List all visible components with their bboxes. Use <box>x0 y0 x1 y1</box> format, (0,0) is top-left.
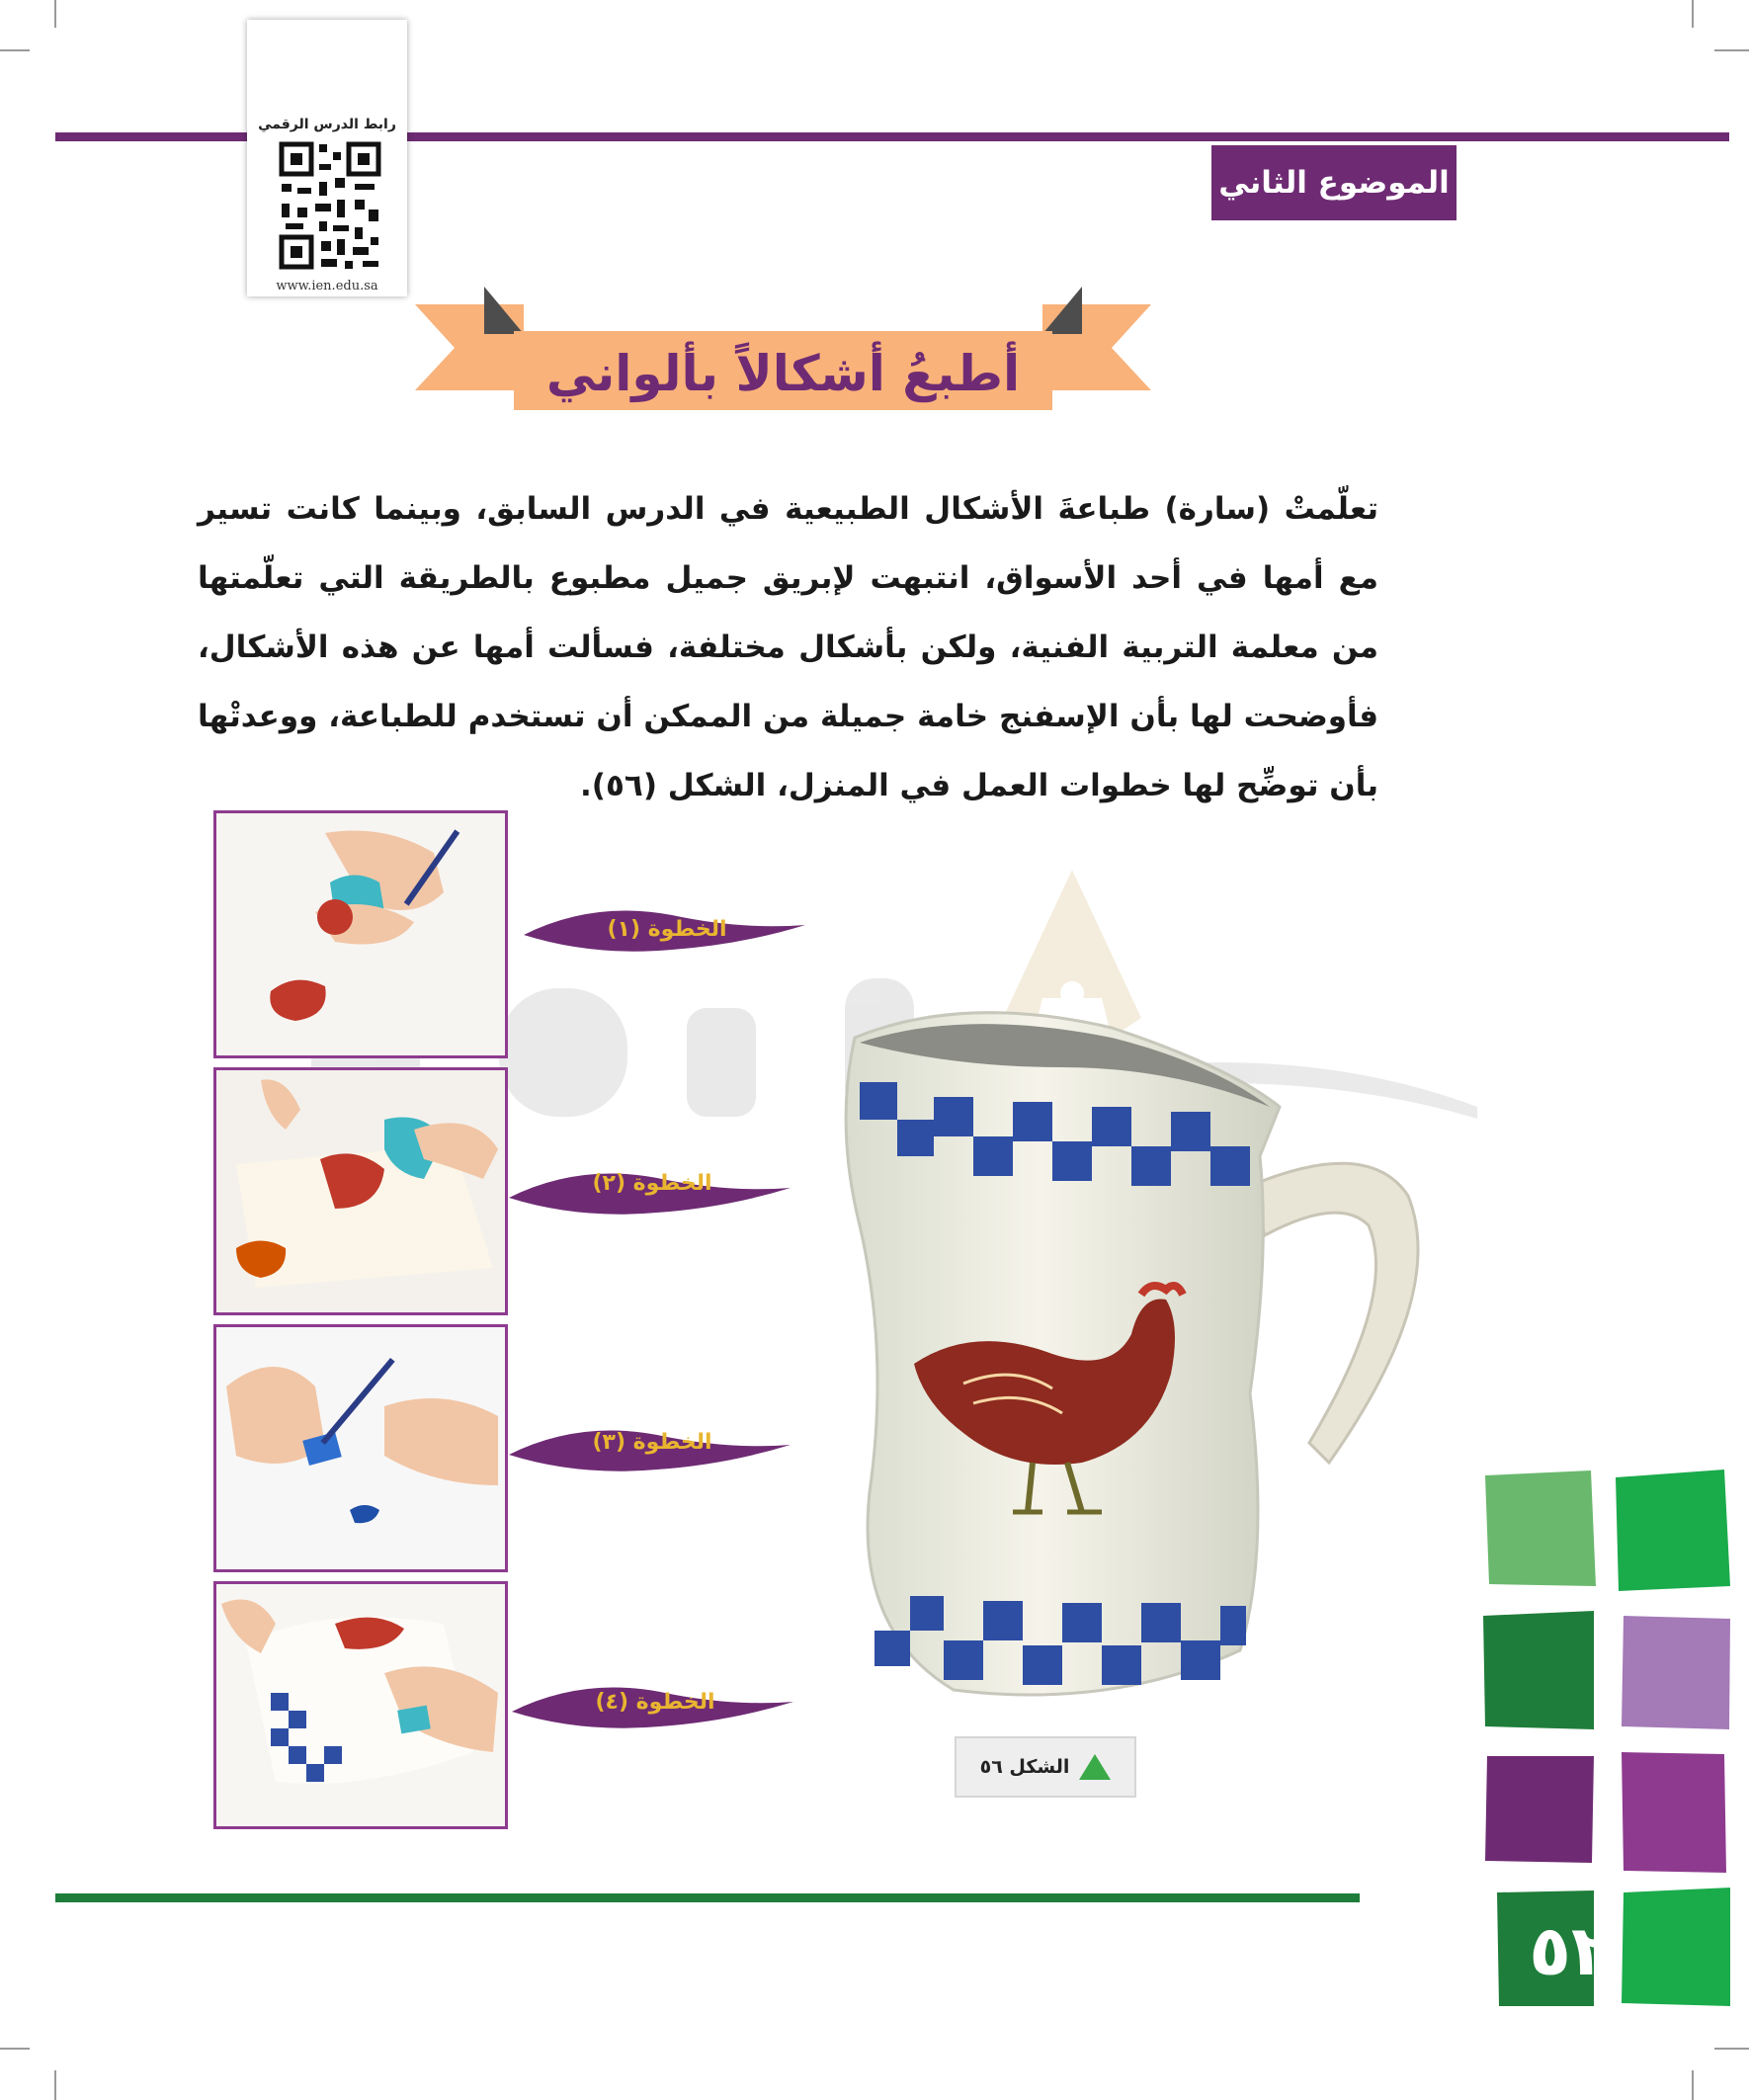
intro-paragraph: تعلّمتْ (سارة) طباعةَ الأشكال الطبيعية في الدرس السابق، وبينما كانت تسير مع أمها في أحد الأسواق، انتبهت لإبريق جميل مطبوع بالطريقة التي تعلّمتها من معلمة التربية الفنية، ولكن بأشكال مختلفة، فسألت أمها عن هذه الأشكال، فأوضحت لها بأن الإسفنج خامة جميلة من الممكن أن تستخدم للطباعة، ووعدتْها بأن توضِّح لها خطوات العمل في المنزل، الشكل (٥٦). <box>198 491 1378 803</box>
crop-mark <box>0 2048 30 2050</box>
step-photo-4 <box>213 1581 508 1829</box>
crop-mark <box>54 2070 56 2100</box>
topic-tab: الموضوع الثاني <box>1211 145 1457 220</box>
qr-code-icon[interactable] <box>276 138 384 277</box>
crop-mark <box>1714 49 1749 51</box>
jug-image <box>815 998 1448 1724</box>
step-photo-3 <box>213 1324 508 1572</box>
qr-url[interactable]: www.ien.edu.sa <box>276 279 378 294</box>
qr-card[interactable] <box>247 20 407 296</box>
step-photo-2 <box>213 1067 508 1315</box>
triangle-icon <box>1079 1754 1111 1780</box>
figure-caption <box>955 1736 1136 1798</box>
footer-bar <box>55 1893 1360 1902</box>
crop-mark <box>54 0 56 28</box>
step-label-2: الخطوة (٢) <box>592 1171 712 1196</box>
step-photo-1 <box>213 810 508 1058</box>
step-label-1: الخطوة (١) <box>607 917 727 942</box>
crop-mark <box>0 49 30 51</box>
step-label-4: الخطوة (٤) <box>595 1690 715 1715</box>
page-title: أطبعُ أشكالاً بألواني <box>545 345 1021 402</box>
crop-mark <box>1692 0 1694 28</box>
qr-label: رابط الدرس الرقمي <box>258 117 396 132</box>
caption-text: الشكل ٥٦ <box>979 1756 1070 1778</box>
step-label-3: الخطوة (٣) <box>592 1430 712 1455</box>
page-number: ٥٢ <box>1529 1910 1614 1991</box>
